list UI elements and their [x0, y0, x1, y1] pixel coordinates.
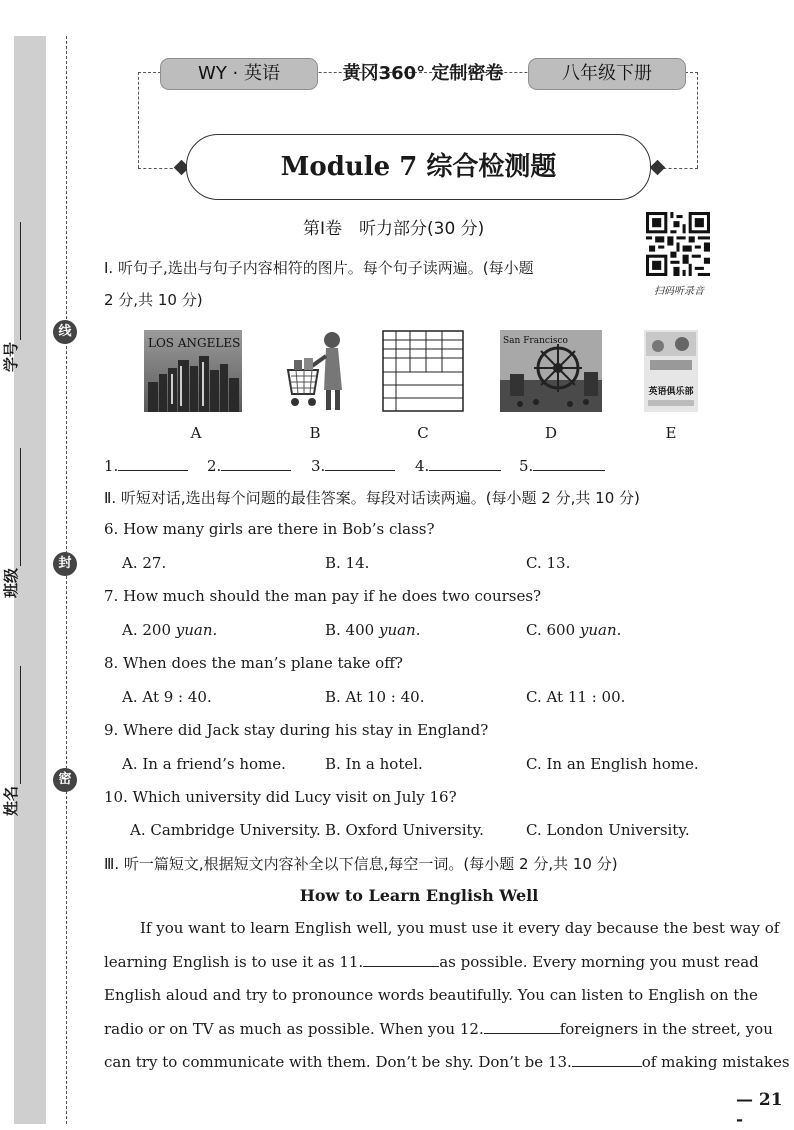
- picture-e-caption: 英语俱乐部: [648, 387, 694, 397]
- grade-badge: 八年级下册: [528, 58, 686, 90]
- passage-line-1: If you want to learn English well, you must use it every day because the best way of: [140, 919, 780, 937]
- question-9: 9. Where did Jack stay during his stay in England?: [104, 721, 489, 739]
- option-9a[interactable]: A. In a friend’s home.: [122, 755, 286, 773]
- page-title: Module 7 综合检测题: [186, 134, 651, 200]
- picture-b-shopping: [282, 330, 350, 412]
- picture-label-b: B: [309, 424, 321, 442]
- option-8a[interactable]: A. At 9 : 40.: [122, 688, 212, 706]
- option-7c[interactable]: C. 600 yuan.: [526, 621, 622, 639]
- question-10: 10. Which university did Lucy visit on July 16?: [104, 788, 457, 806]
- section3-instruction: Ⅲ. 听一篇短文,根据短文内容补全以下信息,每空一词。(每小题 2 分,共 10 分): [104, 855, 618, 873]
- page-number: — 21 -: [736, 1090, 783, 1130]
- picture-label-c: C: [417, 424, 429, 442]
- option-10c[interactable]: C. London University.: [526, 821, 690, 839]
- passage-title: How to Learn English Well: [299, 886, 539, 905]
- option-8b[interactable]: B. At 10 : 40.: [325, 688, 425, 706]
- picture-d-caption: San Francisco: [503, 336, 568, 346]
- option-10b[interactable]: B. Oxford University.: [325, 821, 484, 839]
- passage-line-4: radio or on TV as much as possible. When you 12. foreigners in the street, you: [104, 1013, 734, 1047]
- answer-blank-1[interactable]: 1.: [104, 454, 188, 475]
- answer-blank-3[interactable]: 3.: [311, 454, 395, 475]
- question-8: 8. When does the man’s plane take off?: [104, 654, 403, 672]
- option-7b[interactable]: B. 400 yuan.: [325, 621, 421, 639]
- passage-line-2: learning English is to use it as 11. as possible. Every morning you must read: [104, 946, 734, 980]
- answer-blank-4[interactable]: 4.: [415, 454, 501, 475]
- picture-a-los-angeles: [144, 330, 242, 412]
- option-9c[interactable]: C. In an English home.: [526, 755, 699, 773]
- qr-caption: 扫码听录音: [654, 286, 704, 297]
- picture-a-caption: LOS ANGELES: [148, 336, 241, 350]
- answer-blank-2[interactable]: 2.: [207, 454, 291, 475]
- option-6b[interactable]: B. 14.: [325, 554, 370, 572]
- passage-line-5: can try to communicate with them. Don’t be shy. Don’t be 13. of making mistakes: [104, 1046, 734, 1080]
- seal-secret: 密: [53, 768, 77, 792]
- section1-instruction-cont: 2 分,共 10 分): [104, 291, 203, 309]
- passage-line-3: English aloud and try to pronounce words beautifully. You can listen to English on the: [104, 986, 758, 1004]
- qr-code-icon[interactable]: [646, 212, 710, 276]
- answer-blank-5[interactable]: 5.: [519, 454, 605, 475]
- picture-label-d: D: [544, 424, 558, 442]
- question-6: 6. How many girls are there in Bob’s class?: [104, 520, 435, 538]
- option-6c[interactable]: C. 13.: [526, 554, 571, 572]
- option-6a[interactable]: A. 27.: [122, 554, 167, 572]
- picture-c-timetable: [382, 330, 464, 412]
- question-7: 7. How much should the man pay if he does two courses?: [104, 587, 542, 605]
- option-7a[interactable]: A. 200 yuan.: [122, 621, 218, 639]
- picture-e-english-club: [644, 330, 698, 412]
- seal-line: 线: [53, 320, 77, 344]
- passage-blank-11[interactable]: 11.: [339, 953, 439, 971]
- part-title: 第Ⅰ卷 听力部分(30 分): [303, 219, 485, 239]
- series-title: 黄冈360° 定制密卷: [342, 63, 504, 84]
- picture-d-san-francisco: [500, 330, 602, 412]
- passage-blank-13[interactable]: 13.: [548, 1053, 642, 1071]
- seal-seal: 封: [53, 552, 77, 576]
- option-8c[interactable]: C. At 11 : 00.: [526, 688, 626, 706]
- cut-line: [66, 36, 67, 1124]
- subject-badge: WY · 英语: [160, 58, 318, 90]
- passage: [104, 912, 790, 1080]
- picture-label-a: A: [190, 424, 202, 442]
- option-10a[interactable]: A. Cambridge University.: [130, 821, 321, 839]
- passage-blank-12[interactable]: 12.: [460, 1020, 560, 1038]
- picture-label-e: E: [665, 424, 677, 442]
- section2-instruction: Ⅱ. 听短对话,选出每个问题的最佳答案。每段对话读两遍。(每小题 2 分,共 10 分): [104, 489, 640, 507]
- option-9b[interactable]: B. In a hotel.: [325, 755, 423, 773]
- section1-instruction: Ⅰ. 听句子,选出与句子内容相符的图片。每个句子读两遍。(每小题: [104, 259, 534, 277]
